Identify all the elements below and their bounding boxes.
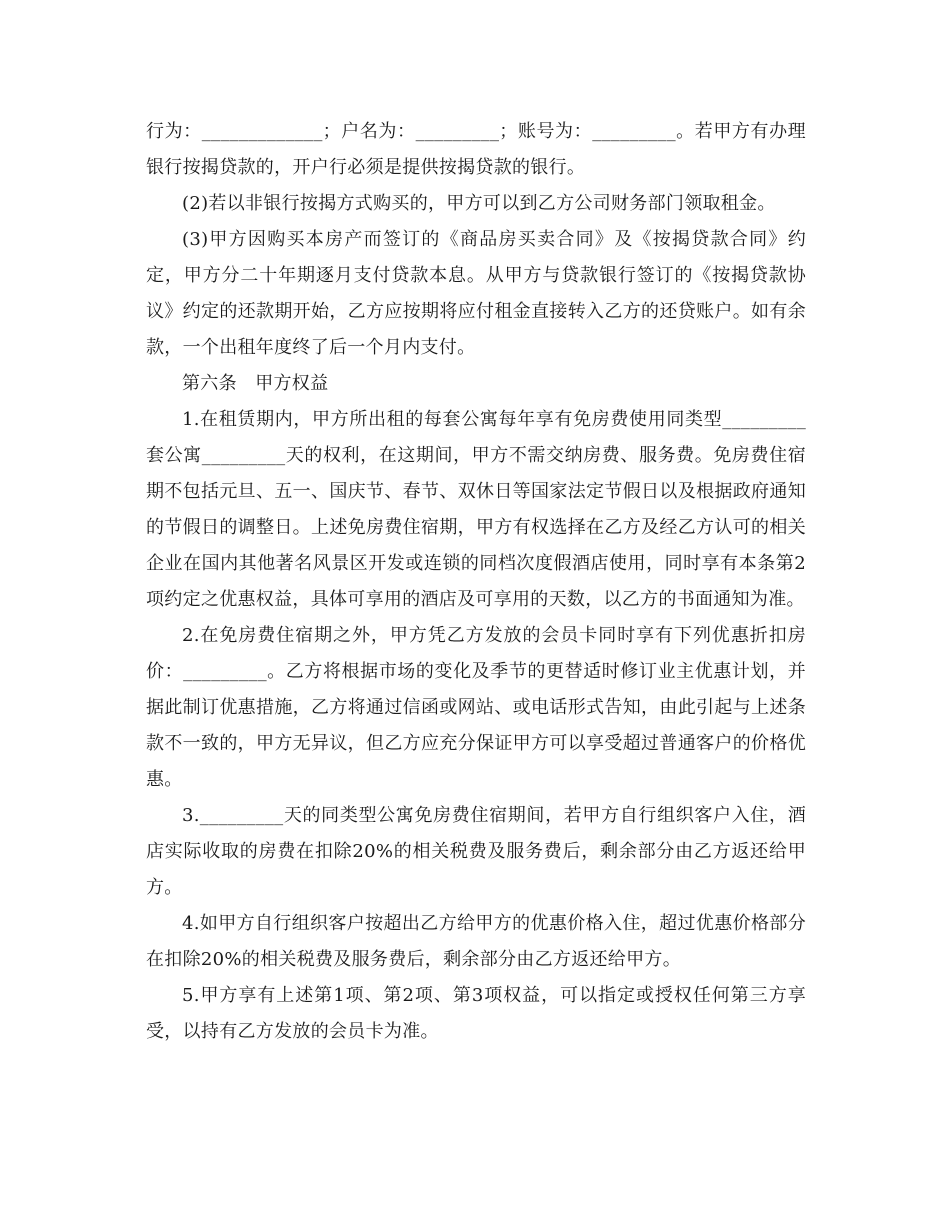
paragraph-clause-6-3: 3._________天的同类型公寓免房费住宿期间，若甲方自行组织客户入住，酒店实际收取的房费在扣除20%的相关税费及服务费后，剩余部分由乙方返还给甲方。: [146, 805, 806, 898]
paragraph-clause-5-2: (2)若以非银行按揭方式购买的，甲方可以到乙方公司财务部门领取租金。: [182, 193, 776, 214]
paragraph-clause-6-4: 4.如甲方自行组织客户按超出乙方给甲方的优惠价格入住，超过优惠价格部分在扣除20%的相关税费及服务费后，剩余部分由乙方返还给甲方。: [146, 913, 806, 970]
document-body: [146, 114, 806, 1050]
section-heading-article-6: 第六条 甲方权益: [182, 373, 329, 394]
paragraph-bank-account: 行为：_____________；户名为：_________；账号为：_________。若甲方有办理银行按揭贷款的，开户行必须是提供按揭贷款的银行。: [146, 121, 806, 178]
paragraph-clause-6-1: 1.在租赁期内，甲方所出租的每套公寓每年享有免房费使用同类型_________套公寓_________天的权利，在这期间，甲方不需交纳房费、服务费。免房费住宿期不包括元旦、五一、国庆节、春节、双休日等国家法定节假日以及根据政府通知的节假日的调整日。上述免房费住宿期，甲方有权选择在乙方及经乙方认可的相关企业在国内其他著名风景区开发或连锁的同档次度假酒店使用，同时享有本条第2项约定之优惠权益，具体可享用的酒店及可享用的天数，以乙方的书面通知为准。: [146, 409, 806, 610]
paragraph-clause-6-2: 2.在免房费住宿期之外，甲方凭乙方发放的会员卡同时享有下列优惠折扣房价：_________。乙方将根据市场的变化及季节的更替适时修订业主优惠计划，并据此制订优惠措施，乙方将通过信函或网站、或电话形式告知，由此引起与上述条款不一致的，甲方无异议，但乙方应充分保证甲方可以享受超过普通客户的价格优惠。: [146, 625, 806, 790]
paragraph-clause-5-3: (3)甲方因购买本房产而签订的《商品房买卖合同》及《按揭贷款合同》约定，甲方分二十年期逐月支付贷款本息。从甲方与贷款银行签订的《按揭贷款协议》约定的还款期开始，乙方应按期将应付租金直接转入乙方的还贷账户。如有余款，一个出租年度终了后一个月内支付。: [146, 229, 806, 358]
paragraph-clause-6-5: 5.甲方享有上述第1项、第2项、第3项权益，可以指定或授权任何第三方享受，以持有乙方发放的会员卡为准。: [146, 985, 806, 1042]
